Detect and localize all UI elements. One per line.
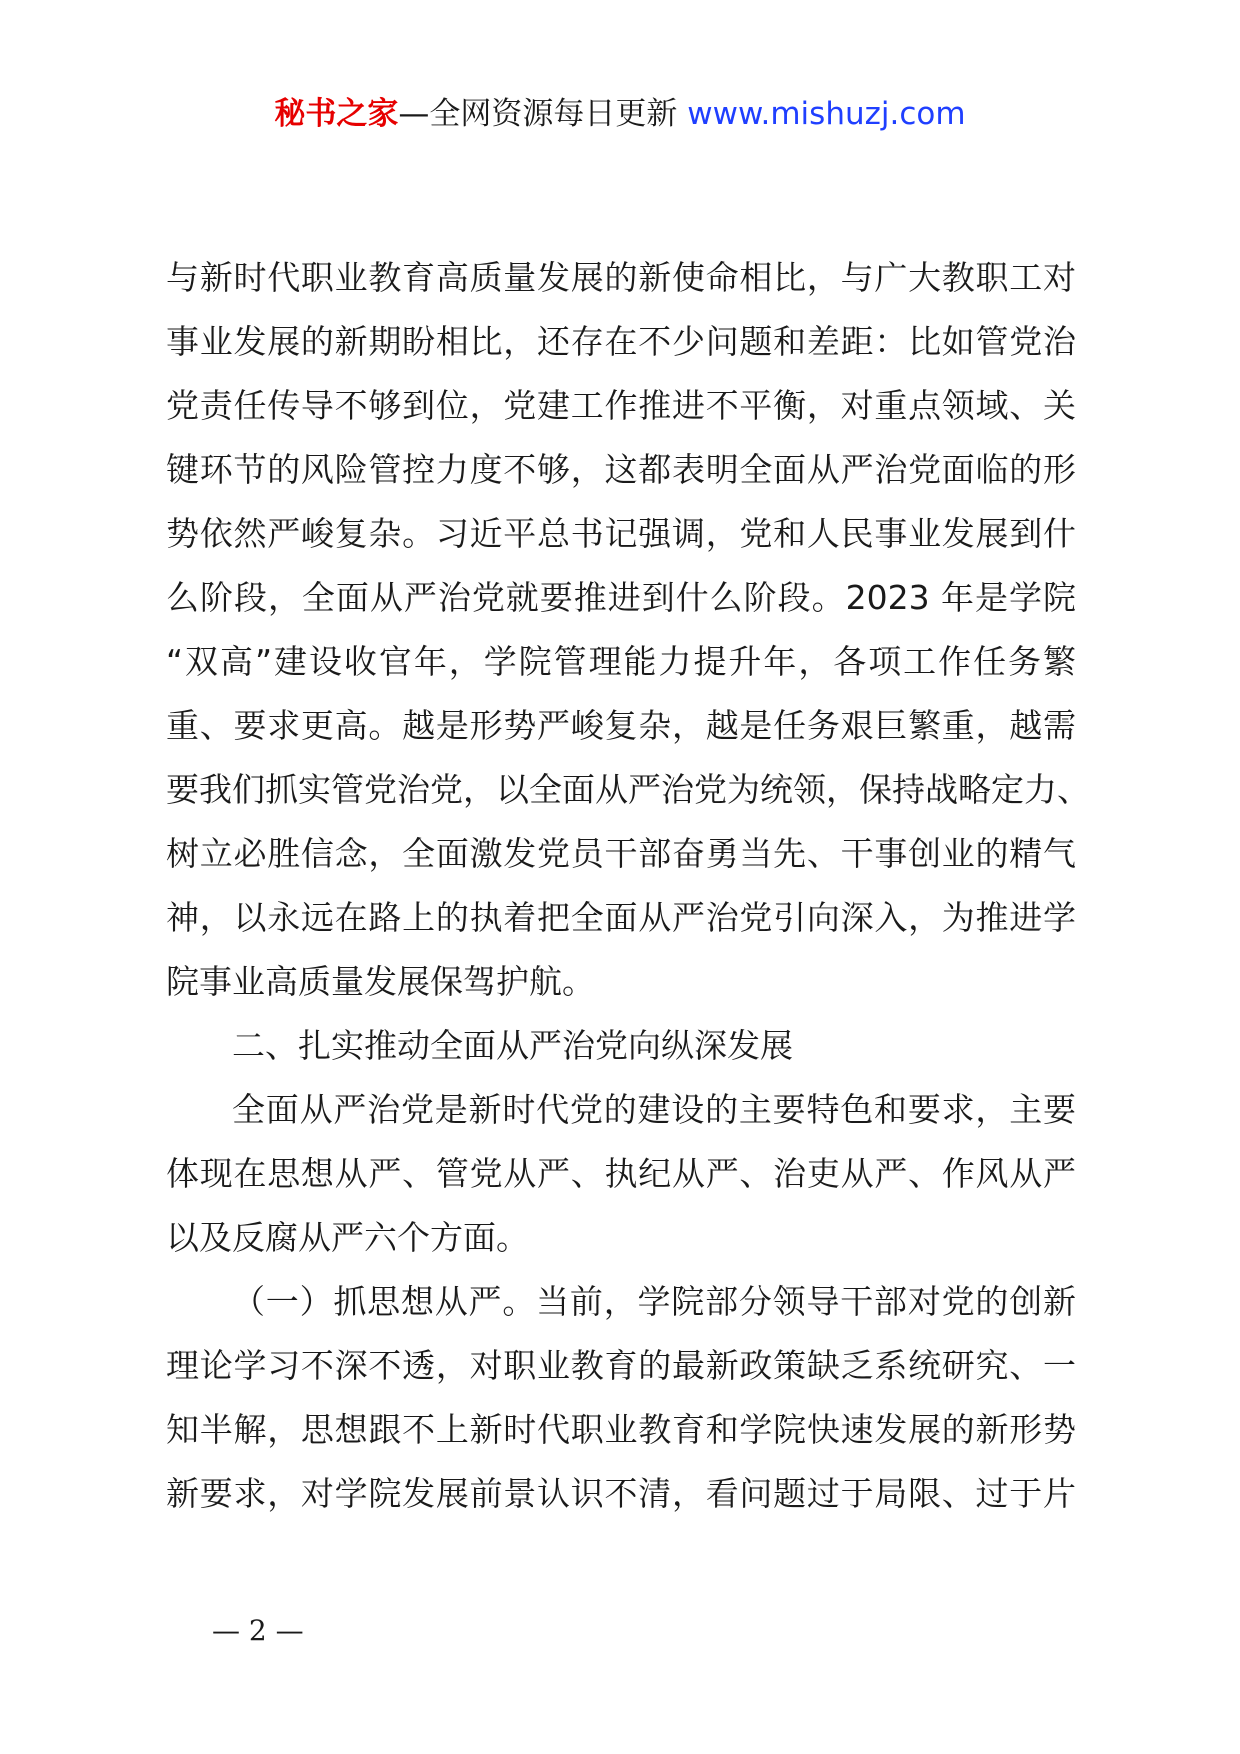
body-line: 体现在思想从严、管党从严、执纪从严、治吏从严、作风从严 bbox=[166, 1154, 1076, 1193]
body-line: 全面从严治党是新时代党的建设的主要特色和要求，主要 bbox=[232, 1090, 1076, 1129]
body-line: 神，以永远在路上的执着把全面从严治党引向深入，为推进学 bbox=[166, 898, 1076, 937]
body-line: 与新时代职业教育高质量发展的新使命相比，与广大教职工对 bbox=[166, 258, 1076, 297]
body-line: “双高”建设收官年，学院管理能力提升年，各项工作任务繁 bbox=[166, 642, 1076, 681]
body-line: 树立必胜信念，全面激发党员干部奋勇当先、干事创业的精气 bbox=[166, 834, 1076, 873]
body-line: 党责任传导不够到位，党建工作推进不平衡，对重点领域、关 bbox=[166, 386, 1076, 425]
body-line: 重、要求更高。越是形势严峻复杂，越是任务艰巨繁重，越需 bbox=[166, 706, 1076, 745]
banner-tagline: —全网资源每日更新 bbox=[398, 96, 678, 132]
section-heading: 二、扎实推动全面从严治党向纵深发展 bbox=[232, 1026, 793, 1065]
body-line: 么阶段，全面从严治党就要推进到什么阶段。2023 年是学院 bbox=[166, 578, 1076, 617]
body-line: 理论学习不深不透，对职业教育的最新政策缺乏系统研究、一 bbox=[166, 1346, 1076, 1385]
document-body bbox=[166, 246, 1090, 1526]
body-line: 新要求，对学院发展前景认识不清，看问题过于局限、过于片 bbox=[166, 1474, 1076, 1513]
body-line: 事业发展的新期盼相比，还存在不少问题和差距：比如管党治 bbox=[166, 322, 1076, 361]
body-line: 要我们抓实管党治党，以全面从严治党为统领，保持战略定力、 bbox=[166, 770, 1090, 809]
site-url[interactable]: www.mishuzj.com bbox=[687, 96, 966, 132]
subsection-heading: （一）抓思想从严。当前，学院部分领导干部对党的创新 bbox=[232, 1282, 1076, 1321]
body-line: 以及反腐从严六个方面。 bbox=[166, 1218, 529, 1257]
body-line: 知半解，思想跟不上新时代职业教育和学院快速发展的新形势 bbox=[166, 1410, 1076, 1449]
body-line: 势依然严峻复杂。习近平总书记强调，党和人民事业发展到什 bbox=[166, 514, 1076, 553]
page-number: — 2 — bbox=[212, 1614, 304, 1647]
site-banner bbox=[0, 94, 1240, 134]
body-line: 键环节的风险管控力度不够，这都表明全面从严治党面临的形 bbox=[166, 450, 1076, 489]
brand-name: 秘书之家 bbox=[274, 96, 399, 132]
body-line: 院事业高质量发展保驾护航。 bbox=[166, 962, 595, 1001]
